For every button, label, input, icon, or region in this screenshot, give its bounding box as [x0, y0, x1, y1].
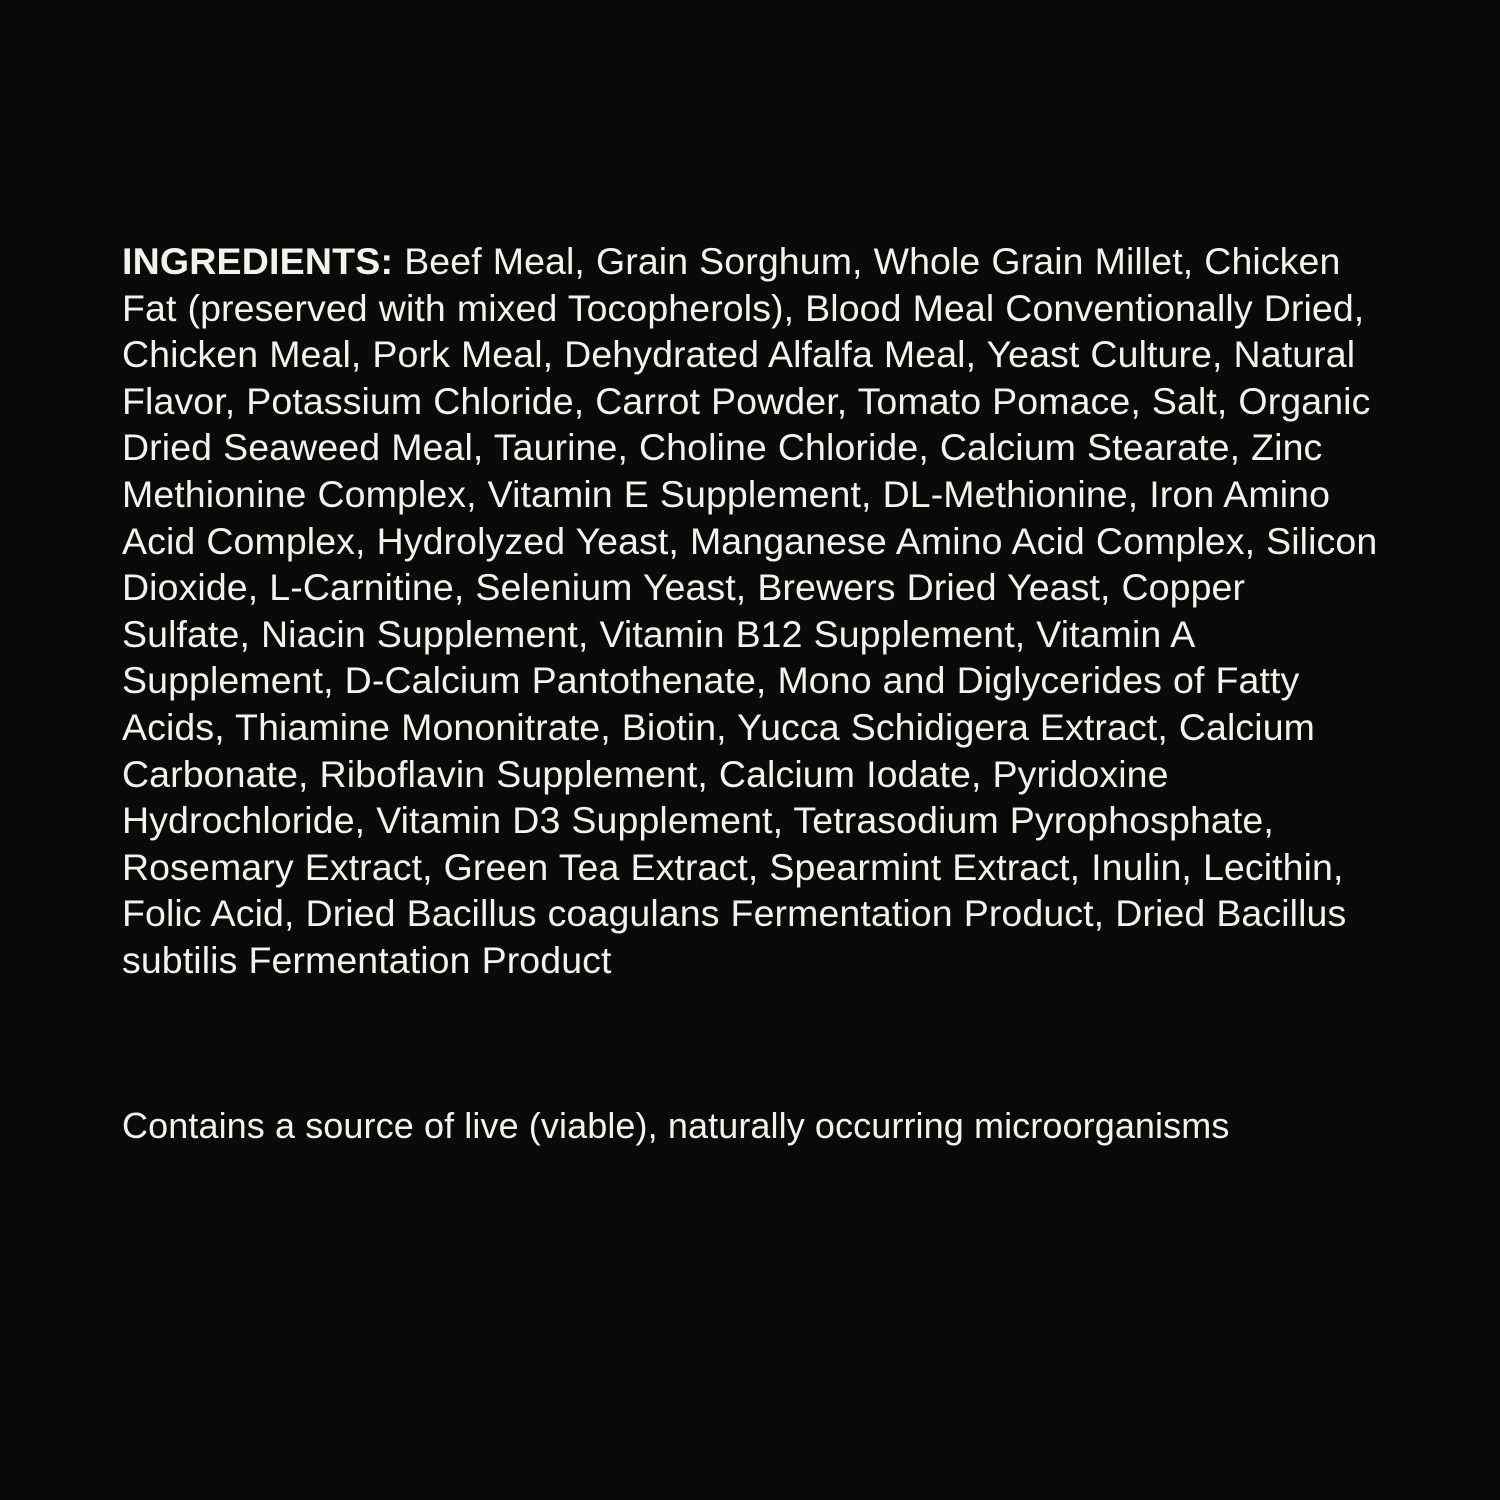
contains-live-microorganisms-note: Contains a source of live (viable), naturally occurring microorganisms — [122, 1105, 1230, 1146]
ingredients-section — [122, 238, 1380, 984]
ingredients-heading: INGREDIENTS: — [122, 240, 394, 282]
ingredients-paragraph — [122, 238, 1380, 984]
ingredients-list-text: Beef Meal, Grain Sorghum, Whole Grain Millet, Chicken Fat (preserved with mixed Tocopherols), Blood Meal Conventionally Dried, Chicken Meal, Pork Meal, Dehydrated Alfalfa Meal, Yeast Culture, Natural Flavor, Potassium Chloride, Carrot Powder, Tomato Pomace, Salt, Organic Dried Seaweed Meal, Taurine, Choline Chloride, Calcium Stearate, Zinc Methionine Complex, Vitamin E Supplement, DL-Methionine, Iron Amino Acid Complex, Hydrolyzed Yeast, Manganese Amino Acid Complex, Silicon Dioxide, L-Carnitine, Selenium Yeast, Brewers Dried Yeast, Copper Sulfate, Niacin Supplement, Vitamin B12 Supplement, Vitamin A Supplement, D-Calcium Pantothenate, Mono and Diglycerides of Fatty Acids, Thiamine Mononitrate, Biotin, Yucca Schidigera Extract, Calcium Carbonate, Riboflavin Supplement, Calcium Iodate, Pyridoxine Hydrochloride, Vitamin D3 Supplement, Tetrasodium Pyrophosphate, Rosemary Extract, Green Tea Extract, Spearmint Extract, Inulin, Lecithin, Folic Acid, Dried Bacillus coagulans Fermentation Product, Dried Bacillus subtilis Fermentation Product — [122, 240, 1378, 981]
